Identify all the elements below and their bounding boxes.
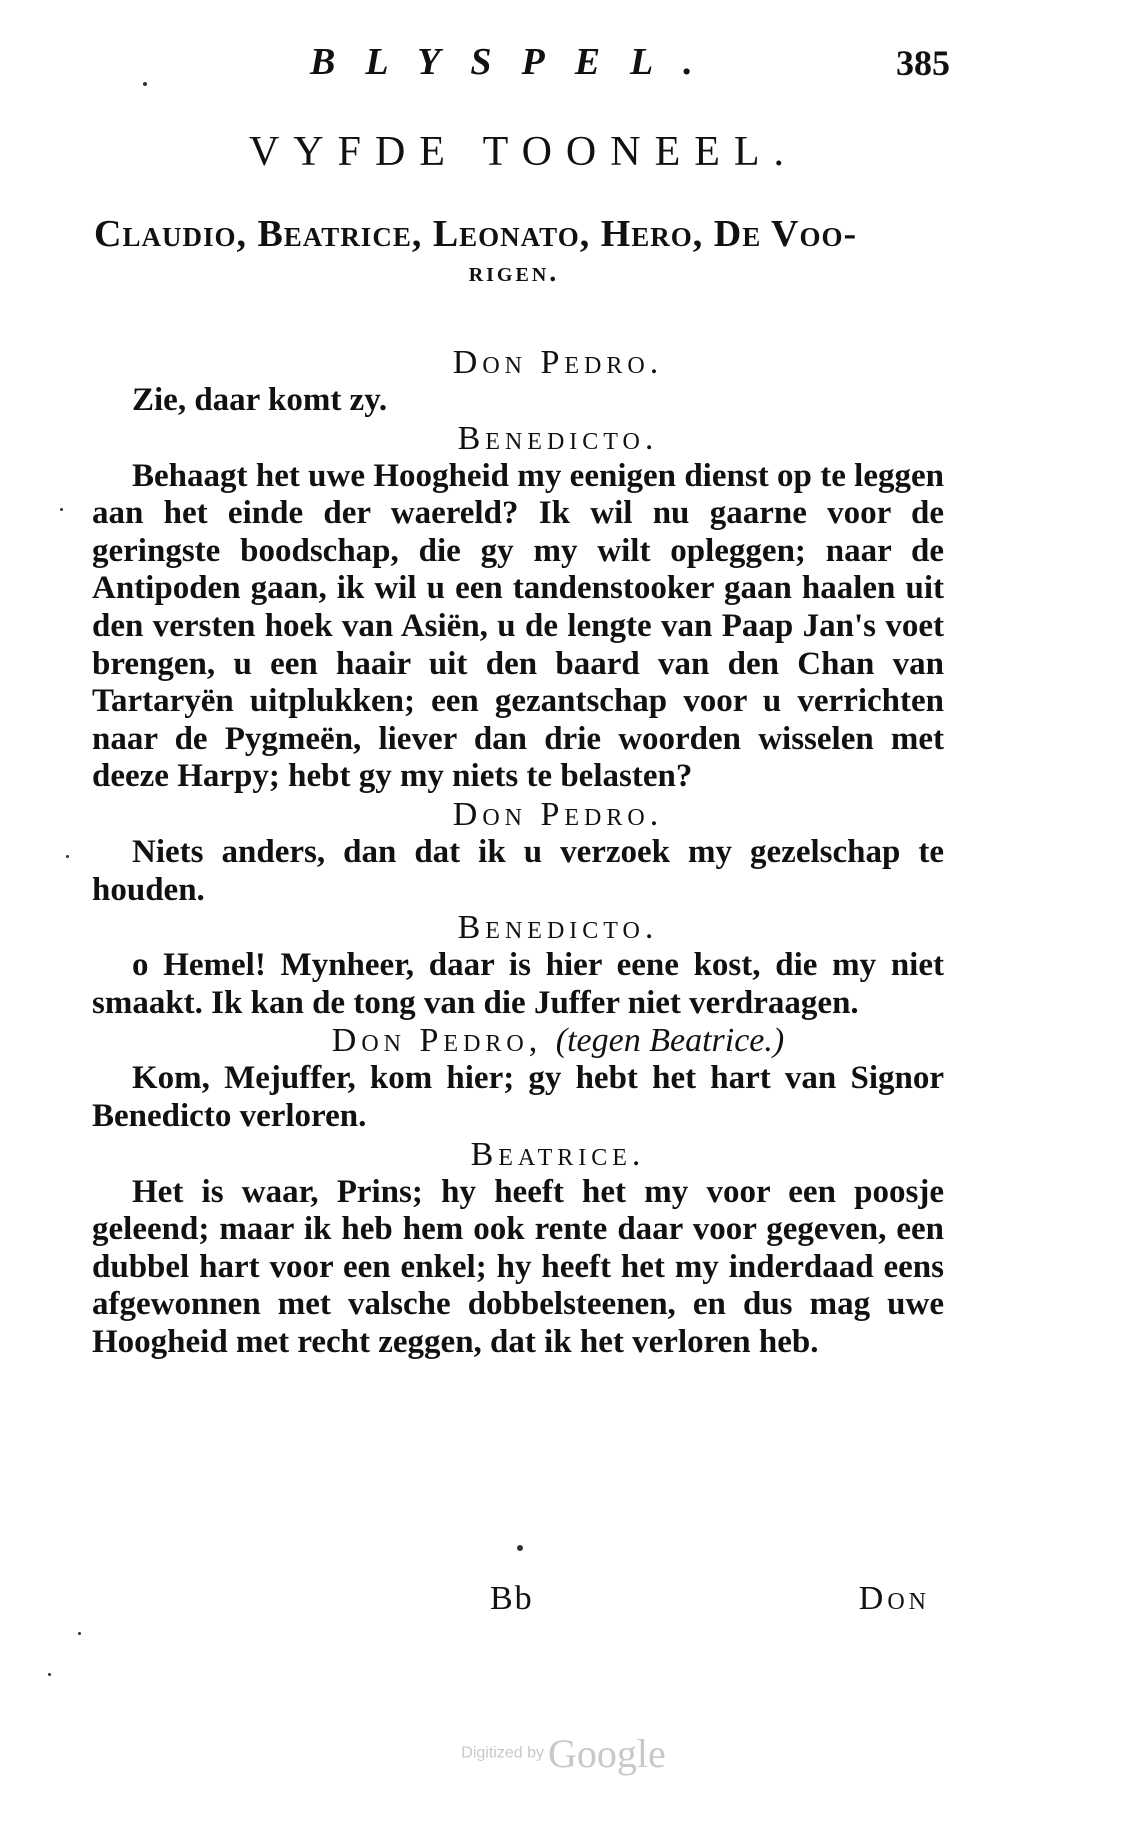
running-title: BLYSPEL. <box>310 41 723 83</box>
character-list-line2: rigen. <box>468 256 560 288</box>
dialogue-entry <box>92 909 944 1022</box>
speech-text: Kom, Mejuffer, kom hier; gy hebt het hart van Signor Benedicto verloren. <box>92 1060 944 1134</box>
print-speck <box>517 1545 523 1551</box>
print-speck <box>143 82 147 86</box>
signature-mark: Bb <box>490 1580 534 1617</box>
character-list <box>94 214 954 289</box>
dialogue-body <box>92 344 944 1361</box>
page-header <box>90 40 950 90</box>
speaker-name: Benedicto. <box>457 419 659 457</box>
print-speck <box>78 1632 81 1635</box>
print-speck <box>66 855 69 858</box>
dialogue-entry <box>92 1022 944 1135</box>
stage-direction: (tegen Beatrice.) <box>555 1022 785 1060</box>
speaker-name: Don Pedro. <box>452 344 664 381</box>
speaker-name: Beatrice. <box>470 1135 646 1173</box>
speech-text: Behaagt het uwe Hoogheid my eenigen dienst op te leggen aan het einde der waereld? Ik wil nu gaarne voor de geringste boodschap, die gy my wilt opleggen; naar de Antipoden gaan, ik wil u een tandenstooker gaan haalen uit den versten hoek van Asiën, u de lengte van Paap Jan's voet brengen, u een haair uit den baard van den Chan van Tartaryën uitplukken; een gezantschap voor u verrichten naar de Pygmeën, liever dan drie woorden wisselen met deeze Harpy; hebt gy my niets te belasten? <box>92 457 944 795</box>
digitization-watermark <box>0 1730 1127 1777</box>
catchword: Don <box>858 1580 930 1617</box>
dialogue-entry <box>92 344 944 420</box>
speech-text: o Hemel! Mynheer, daar is hier eene kost, die my niet smaakt. Ik kan de tong van die Juffer niet verdraagen. <box>92 947 944 1021</box>
page-footer <box>90 1580 930 1630</box>
print-speck <box>48 1673 51 1676</box>
speaker-name: Don Pedro. <box>452 795 664 833</box>
dialogue-entry <box>92 796 944 909</box>
speech-text: Het is waar, Prins; hy heeft het my voor een poosje geleend; maar ik heb hem ook rente daar voor gegeven, een dubbel hart voor een enkel; hy heeft het my inderdaad eens afgewonnen met valsche dobbelsteenen, en dus mag uwe Hoogheid met recht zeggen, dat ik het verloren heb. <box>92 1173 944 1360</box>
page-number: 385 <box>896 43 950 83</box>
print-speck <box>60 508 63 511</box>
scene-title: VYFDE TOONEEL. <box>248 129 799 175</box>
watermark-prefix: Digitized by <box>461 1744 544 1762</box>
google-logo: Google <box>547 1731 666 1776</box>
dialogue-entry <box>92 420 944 796</box>
speech-text: Zie, daar komt zy. <box>132 382 388 418</box>
speaker-name: Don Pedro, <box>331 1022 543 1060</box>
speech-text: Niets anders, dan dat ik u verzoek my gezelschap te houden. <box>92 833 944 908</box>
speaker-with-direction <box>92 1022 944 1060</box>
speaker-name: Benedicto. <box>457 909 659 947</box>
dialogue-entry <box>92 1136 944 1362</box>
character-list-line1: Claudio, Beatrice, Leonato, Hero, De Voo- <box>94 213 858 255</box>
